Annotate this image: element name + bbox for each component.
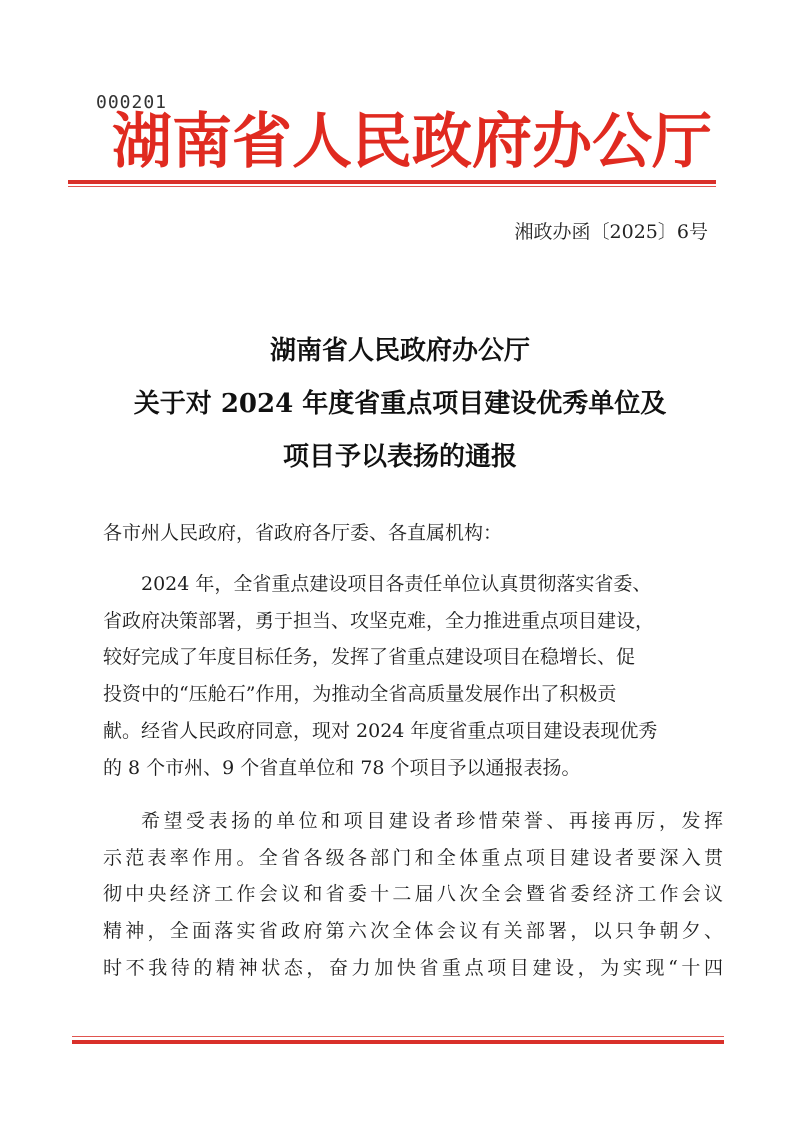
- paragraph-line: 精神，全面落实省政府第六次全体会议有关部署，以只争朝夕、: [103, 920, 723, 943]
- masthead-divider-thick: [68, 180, 716, 184]
- serial-number: 000201: [96, 92, 168, 113]
- paragraph-line: 希望受表扬的单位和项目建设者珍惜荣誉、再接再厉，发挥: [141, 810, 723, 832]
- paragraph-line: 投资中的“压舱石”作用，为推动全省高质量发展作出了积极贡: [103, 683, 617, 706]
- paragraph-line: 彻中央经济工作会议和省委十二届八次全会暨省委经济工作会议: [103, 883, 723, 906]
- document-title-line-1: 湖南省人民政府办公厅: [269, 336, 530, 366]
- document-title-line-2: 关于对 2024 年度省重点项目建设优秀单位及: [133, 389, 667, 419]
- body-paragraph-2: [103, 803, 723, 987]
- footer-divider-thin: [72, 1036, 724, 1037]
- document-title-line-3: 项目予以表扬的通报: [282, 442, 517, 472]
- paragraph-line: 的 8 个市州、9 个省直单位和 78 个项目予以通报表扬。: [103, 756, 581, 779]
- paragraph-line: 2024 年，全省重点建设项目各责任单位认真贯彻落实省委、: [141, 573, 652, 595]
- paragraph-line: 时不我待的精神状态，奋力加快省重点项目建设，为实现“十四: [103, 956, 723, 979]
- footer-divider-thick: [72, 1040, 724, 1044]
- paragraph-line: 献。经省人民政府同意，现对 2024 年度省重点项目建设表现优秀: [103, 719, 658, 742]
- issuer-masthead: 湖南省人民政府办公厅: [112, 107, 712, 177]
- document-number: 湘政办函〔2025〕6号: [514, 221, 708, 243]
- paragraph-line: 省政府决策部署，勇于担当、攻坚克难，全力推进重点项目建设，: [103, 609, 655, 632]
- body-paragraph-1: [103, 566, 723, 786]
- salutation: 各市州人民政府，省政府各厅委、各直属机构：: [103, 522, 503, 544]
- paragraph-line: 示范表率作用。全省各级各部门和全体重点项目建设者要深入贯: [103, 846, 723, 869]
- paragraph-line: 较好完成了年度目标任务，发挥了省重点建设项目在稳增长、促: [103, 646, 636, 669]
- masthead-divider-thin: [68, 186, 716, 187]
